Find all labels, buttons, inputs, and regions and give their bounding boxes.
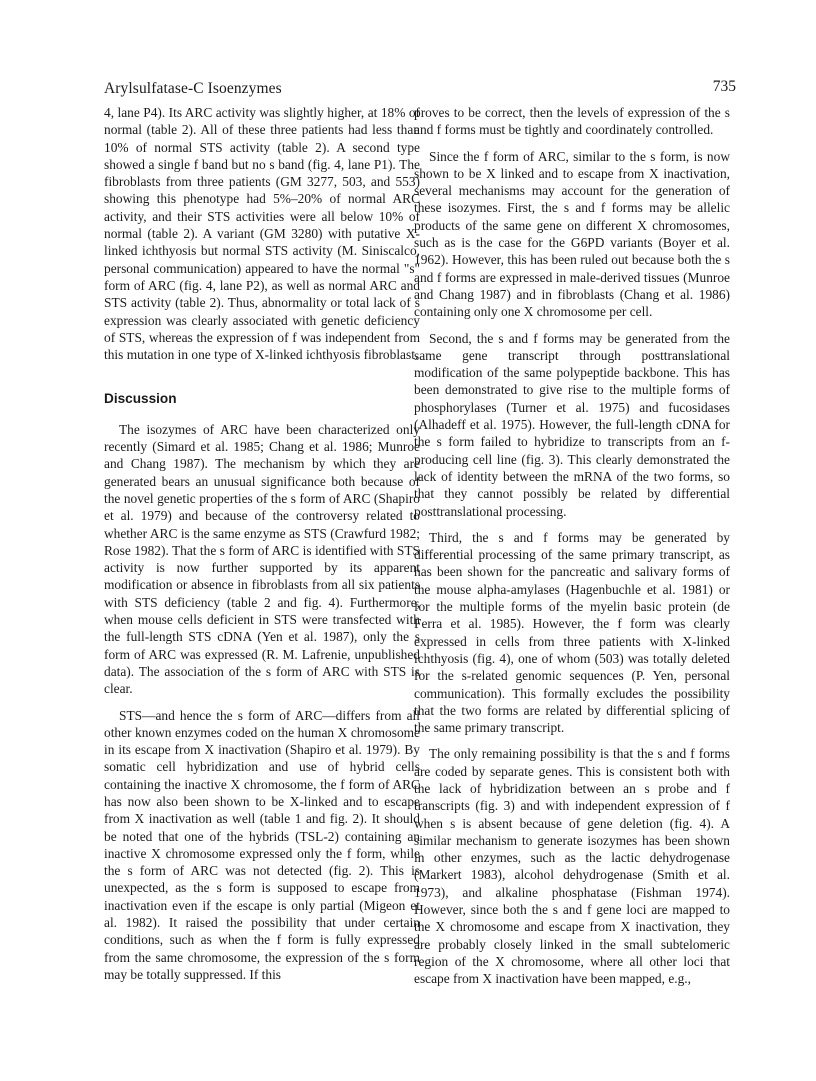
paragraph-sts-x-inactivation: STS—and hence the s form of ARC—differs from all other known enzymes coded on the human X chromosome in its escape from X inactivation (Shapiro et al. 1979). By somatic cell hybridization and use of hybrid cells containing the inactive X chromosome, the f form of ARC has now also been shown to be X-linked and to escape from X inactivation as well (table 1 and fig. 2). It should be noted that one of the hybrids (TSL-2) containing an inactive X chromosome expressed only the f form, while the s form of ARC was not detected (fig. 2). This is unexpected, as the s form is supposed to escape from inactivation even if the escape is only partial (Migeon et al. 1982). It raised the possibility that under certain conditions, such as when the f form is fully expressed from the same chromosome, the expression of the s form may be totally suppressed. If this [104,707,420,982]
paragraph-continued-right: proves to be correct, then the levels of expression of the s and f forms must be tightly and coordinately controlled. [414,105,730,138]
section-heading-discussion: Discussion [104,391,177,407]
running-title: Arylsulfatase-C Isoenzymes [104,80,282,97]
paragraph-first-mechanism: Since the f form of ARC, similar to the s form, is now shown to be X linked and to escape from X inactivation, several mechanisms may account for the generation of these isozymes. First, the s and f forms may be allelic products of the same gene on different X chromosomes, such as is the case for the G6PD variants (Boyer et al. 1962). However, this has been ruled out because both the s and f forms are expressed in male-derived tissues (Munroe and Chang 1987) and in fibroblasts (Chang et al. 1986) containing only one X chromosome per cell. [414,148,730,320]
right-column [414,104,730,988]
paragraph-isozymes-arc: The isozymes of ARC have been characterized only recently (Simard et al. 1985; Chang et al. 1986; Munroe and Chang 1987). The mechanism by which they are generated bears an unusual significance both because of the novel genetic properties of the s form of ARC (Shapiro et al. 1979) and because of the controversy related to whether ARC is the same enzyme as STS (Crawfurd 1982; Rose 1982). That the s form of ARC is identified with STS activity is now further supported by its apparent modification or absence in fibroblasts from all six patients with STS deficiency (table 2 and fig. 4). Furthermore, when mouse cells deficient in STS were transfected with the full-length STS cDNA (Yen et al. 1987), only the s form of ARC was expressed (R. M. Lafrenie, unpublished data). The association of the s form of ARC with STS is clear. [104,421,420,697]
paragraph-separate-genes: The only remaining possibility is that the s and f forms are coded by separate genes. This is consistent both with the lack of hybridization between an s probe and f transcripts (fig. 3) and with independent expression of f when s is absent because of gene deletion (fig. 4). A similar mechanism to generate isozymes has been shown in other enzymes, such as the lactic dehydrogenase (Markert 1983), alcohol dehydrogenase (Smith et al. 1973), and alkaline phosphatase (Fishman 1974). However, since both the s and f gene loci are mapped to the X chromosome and escape from X inactivation, they are probably closely linked in the small subtelomeric region of the X chromosome, where all other loci that escape from X inactivation have been mapped, e.g., [414,746,730,987]
paragraph-results-continued: 4, lane P4). Its ARC activity was slightly higher, at 18% of normal (table 2). All of these three patients had less than 10% of normal STS activity (table 2). A second type showed a single f band but no s band (fig. 4, lane P1). The fibroblasts from three patients (GM 3277, 503, and 553) showing this phenotype had 5%–20% of normal ARC activity, and their STS activities were all below 10% of normal (table 2). A variant (GM 3280) with putative X-linked ichthyosis but normal STS activity (M. Siniscalco, personal communication) appeared to have the normal "s" form of ARC (fig. 4, lane P2), as well as normal ARC and STS activity (table 2). Thus, abnormality or total lack of s expression was clearly associated with genetic deficiency of STS, whereas the expression of f was independent from this mutation in one type of X-linked ichthyosis fibroblast. [104,105,420,363]
page-number: 735 [712,78,736,95]
paragraph-second-mechanism: Second, the s and f forms may be generated from the same gene transcript through posttranslational modification of the same polypeptide backbone. This has been demonstrated to give rise to the multiple forms of phosphorylases (Turner et al. 1975) and fucosidases (Alhadeff et al. 1975). However, the full-length cDNA for the s form failed to hybridize to transcripts from an f-producing cell line (fig. 3). This clearly demonstrated the lack of identity between the mRNA of the two forms, so that they cannot possibly be related by differential posttranslational processing. [414,330,730,519]
left-column [104,104,420,983]
paragraph-third-mechanism: Third, the s and f forms may be generated by differential processing of the same primary transcript, as has been shown for the pancreatic and salivary forms of the mouse alpha-amylases (Hagenbuchle et al. 1981) or for the multiple forms of the myelin basic protein (de Ferra et al. 1985). However, the f form was clearly expressed in cells from three patients with X-linked ichthyosis (fig. 4), one of whom (503) was totally deleted for the s-related genomic sequences (P. Yen, personal communication). This formally excludes the possibility that the two forms are related by differential splicing of the same primary transcript. [414,529,730,736]
